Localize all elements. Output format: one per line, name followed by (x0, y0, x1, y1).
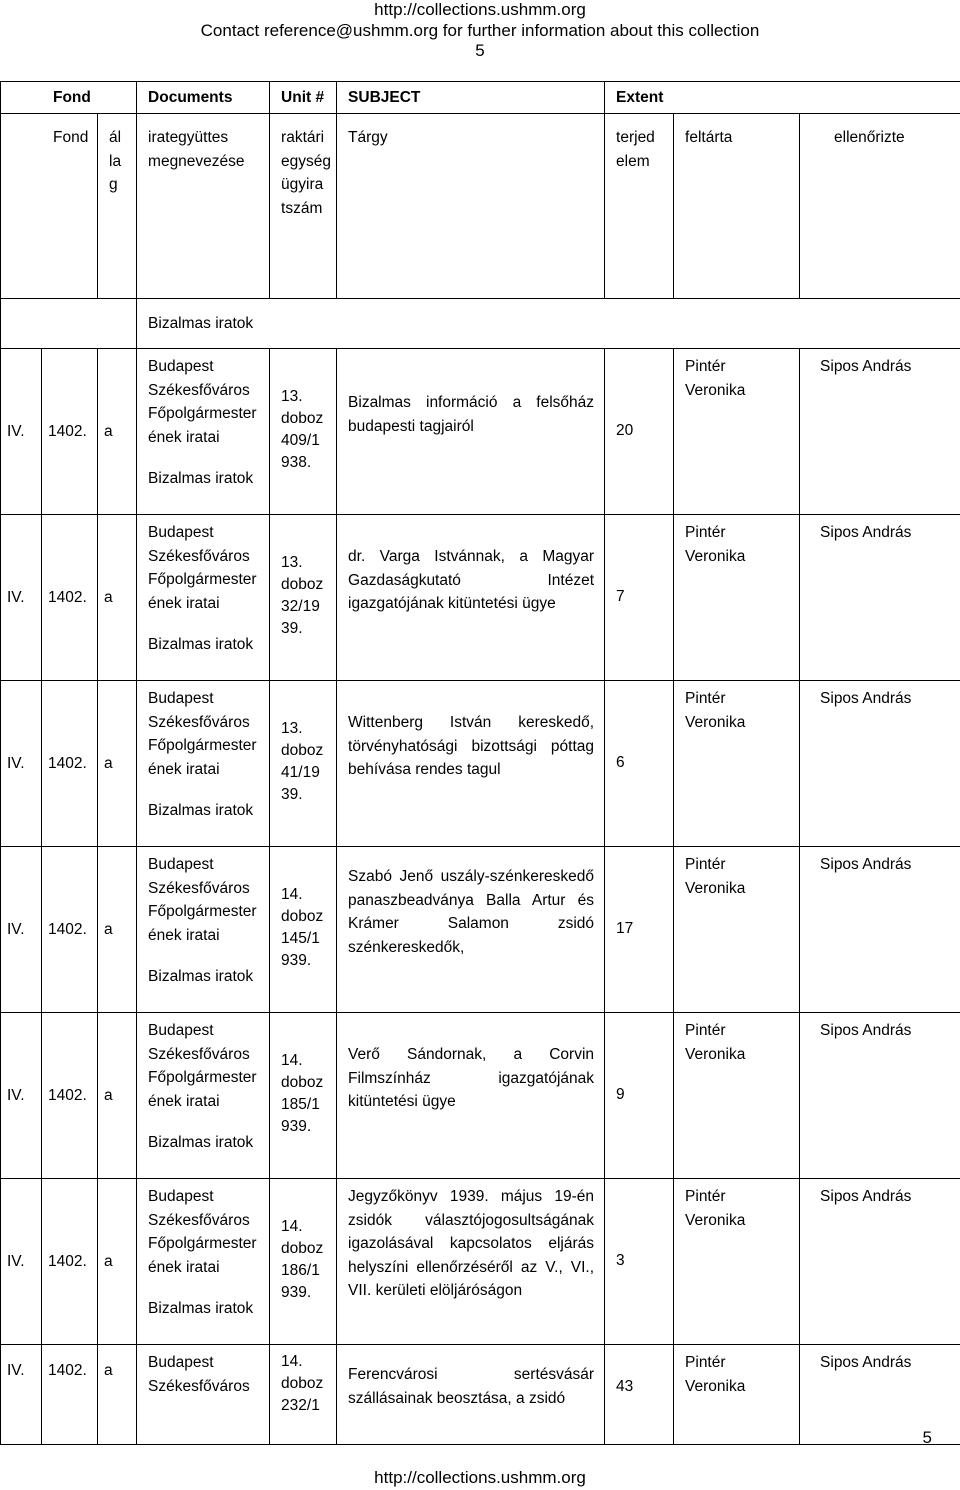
row-name-line: Budapest (148, 1022, 214, 1039)
table-row (1, 681, 960, 847)
row-allag: a (98, 1345, 137, 1445)
header-unit: Unit # (270, 82, 337, 114)
row-name-line: Bizalmas iratok (148, 636, 254, 653)
row-name (137, 349, 270, 515)
row-name-line: Székesfőváros (148, 1045, 250, 1063)
row-name (137, 1013, 270, 1179)
row-name-line: Székesfőváros (148, 1211, 250, 1229)
row-unit-line: 939. (281, 1284, 312, 1301)
row-fond: IV. (1, 349, 42, 515)
row-name-line: ének iratai (148, 428, 220, 446)
row-fond: IV. (1, 681, 42, 847)
row-explored: Pintér Veronika (674, 681, 800, 847)
row-unit (270, 1013, 337, 1179)
row-checked: Sipos András (800, 847, 960, 1013)
header-extent: Extent (605, 82, 960, 114)
row-checked: Sipos András (800, 515, 960, 681)
row-name (137, 681, 270, 847)
row-unit-line: 938. (281, 454, 312, 471)
row-name-line: Székesfőváros (148, 879, 250, 897)
row-checked: Sipos András (800, 349, 960, 515)
row-subject: Szabó Jenő uszály-szénkereskedő panaszbeadványa Balla Artur és Krámer Salamon zsidó szénkereskedők, (337, 847, 605, 1013)
row-name-line: Budapest (148, 358, 214, 375)
row-name (137, 847, 270, 1013)
row-unit-line: 145/1 (281, 930, 320, 947)
row-name (137, 1179, 270, 1345)
row-unit (270, 681, 337, 847)
row-name-line: Főpolgármester (148, 903, 257, 920)
row-unit-line: 232/1 (281, 1397, 320, 1414)
row-explored: Pintér Veronika (674, 847, 800, 1013)
footer-url: http://collections.ushmm.org (374, 1468, 586, 1487)
row-unit-line: doboz (281, 1074, 324, 1091)
row-name-line: ének iratai (148, 1092, 220, 1110)
row-unit-line: 939. (281, 952, 312, 969)
row-num: 1402. (42, 1179, 98, 1345)
row-unit-line: 939. (281, 1118, 312, 1135)
footer-page-number: 5 (922, 1428, 932, 1447)
row-allag: a (98, 681, 137, 847)
row-fond: IV. (1, 847, 42, 1013)
row-fond: IV. (1, 1345, 42, 1445)
table-row (1, 515, 960, 681)
row-unit-line: 185/1 (281, 1096, 320, 1113)
row-name-line: Budapest (148, 856, 214, 873)
header-page-number: 5 (475, 41, 485, 60)
row-unit-line: 41/19 (281, 764, 320, 781)
row-unit-line: doboz (281, 742, 324, 759)
row-explored: Pintér Veronika (674, 515, 800, 681)
row-num: 1402. (42, 681, 98, 847)
row-name-line: Bizalmas iratok (148, 1134, 254, 1151)
row-name-line: Bizalmas iratok (148, 470, 254, 487)
row-extent: 7 (605, 515, 674, 681)
row-name (137, 1345, 270, 1445)
table-row (1, 847, 960, 1013)
header-documents: Documents (137, 82, 270, 114)
row-name-line: Főpolgármester (148, 737, 257, 754)
document-table (0, 81, 960, 1445)
row-num: 1402. (42, 349, 98, 515)
row-num: 1402. (42, 1345, 98, 1445)
row-name-line: Bizalmas iratok (148, 802, 254, 819)
row-unit-line: doboz (281, 576, 324, 593)
row-name-line: Főpolgármester (148, 1235, 257, 1252)
row-unit-line: doboz (281, 1240, 324, 1257)
row-extent: 43 (605, 1345, 674, 1445)
row-explored: Pintér Veronika (674, 349, 800, 515)
row-unit-line: 39. (281, 620, 303, 637)
row-checked: Sipos András (800, 681, 960, 847)
row-unit-line: doboz (281, 1375, 324, 1392)
row-explored: Pintér Veronika (674, 1013, 800, 1179)
row-name-line: ének iratai (148, 1258, 220, 1276)
row-name-line: Budapest (148, 1188, 214, 1205)
row-name-line: ének iratai (148, 594, 220, 612)
row-unit-line: 14. (281, 886, 303, 903)
table-row (1, 349, 960, 515)
row-num: 1402. (42, 1013, 98, 1179)
row-name-line: Székesfőváros (148, 547, 250, 565)
row-subject: Ferencvárosi sertésvásár szállásainak beosztása, a zsidó (337, 1345, 605, 1445)
row-fond: IV. (1, 515, 42, 681)
row-unit-line: 14. (281, 1052, 303, 1069)
row-unit-line: 186/1 (281, 1262, 320, 1279)
row-name-line: ének iratai (148, 760, 220, 778)
english-header-row (1, 82, 960, 114)
row-checked: Sipos András (800, 1345, 960, 1445)
row-checked: Sipos András (800, 1013, 960, 1179)
col-explored: feltárta (674, 114, 800, 299)
row-num: 1402. (42, 847, 98, 1013)
row-subject: Wittenberg István kereskedő, törvényhatósági bizottsági póttag behívása rendes tagul (337, 681, 605, 847)
header-contact: Contact reference@ushmm.org for further information about this collection (200, 21, 760, 40)
col-unit: raktári egység ügyira tszám (270, 114, 337, 299)
col-allag (98, 114, 137, 299)
row-unit-line: 14. (281, 1353, 303, 1370)
row-name-line: Bizalmas iratok (148, 968, 254, 985)
row-extent: 20 (605, 349, 674, 515)
row-name-line: Főpolgármester (148, 571, 257, 588)
col-allag-text: ál la g (109, 129, 122, 193)
row-allag: a (98, 349, 137, 515)
header-url: http://collections.ushmm.org (374, 0, 586, 19)
hungarian-header-row (1, 114, 960, 299)
row-unit-line: 32/19 (281, 598, 320, 615)
section-title: Bizalmas iratok (137, 299, 960, 349)
row-unit-line: 39. (281, 786, 303, 803)
row-subject: Jegyzőkönyv 1939. május 19-én zsidók választójogosultságának igazolásával kapcsolatos eljárás helyszíni ellenőrzéséről az V., VI., VII. kerületi elöljáróságon (337, 1179, 605, 1345)
row-name-line: Székesfőváros (148, 381, 250, 399)
row-unit (270, 1179, 337, 1345)
row-unit (270, 847, 337, 1013)
row-extent: 6 (605, 681, 674, 847)
row-name-line: Főpolgármester (148, 405, 257, 422)
row-allag: a (98, 1179, 137, 1345)
row-subject: dr. Varga Istvánnak, a Magyar Gazdaságkutató Intézet igazgatójának kitüntetési ügye (337, 515, 605, 681)
col-checked: ellenőrizte (800, 114, 960, 299)
header-fond: Fond (1, 82, 137, 114)
table-row (1, 1179, 960, 1345)
row-num: 1402. (42, 515, 98, 681)
row-unit-line: 14. (281, 1218, 303, 1235)
col-fond: Fond (1, 114, 98, 299)
row-name-line: Bizalmas iratok (148, 1300, 254, 1317)
row-fond: IV. (1, 1179, 42, 1345)
row-allag: a (98, 847, 137, 1013)
row-allag: a (98, 515, 137, 681)
row-unit-line: 13. (281, 554, 303, 571)
row-name-line: ének iratai (148, 926, 220, 944)
row-subject: Verő Sándornak, a Corvin Filmszínház igazgatójának kitüntetési ügye (337, 1013, 605, 1179)
col-name: irategyüttes megnevezése (137, 114, 270, 299)
row-explored: Pintér Veronika (674, 1345, 800, 1445)
row-unit-line: 409/1 (281, 432, 320, 449)
row-name-line: Budapest (148, 690, 214, 707)
row-name-line: Budapest (148, 524, 214, 541)
row-unit (270, 349, 337, 515)
col-subject: Tárgy (337, 114, 605, 299)
row-unit-line: 13. (281, 388, 303, 405)
row-unit-line: 13. (281, 720, 303, 737)
row-name-line: Székesfőváros (148, 1377, 250, 1395)
row-extent: 3 (605, 1179, 674, 1345)
row-allag: a (98, 1013, 137, 1179)
row-unit-line: doboz (281, 410, 324, 427)
row-checked: Sipos András (800, 1179, 960, 1345)
table-row (1, 1013, 960, 1179)
row-extent: 17 (605, 847, 674, 1013)
table-row (1, 1345, 960, 1445)
row-name-line: Székesfőváros (148, 713, 250, 731)
row-explored: Pintér Veronika (674, 1179, 800, 1345)
row-extent: 9 (605, 1013, 674, 1179)
row-name-line: Főpolgármester (148, 1069, 257, 1086)
row-unit-line: doboz (281, 908, 324, 925)
header-subject: SUBJECT (337, 82, 605, 114)
row-subject: Bizalmas információ a felsőház budapesti tagjairól (337, 349, 605, 515)
section-row (1, 299, 960, 349)
row-unit (270, 1345, 337, 1445)
row-name-line: Budapest (148, 1354, 214, 1371)
row-unit (270, 515, 337, 681)
col-extent: terjed elem (605, 114, 674, 299)
row-fond: IV. (1, 1013, 42, 1179)
row-name (137, 515, 270, 681)
